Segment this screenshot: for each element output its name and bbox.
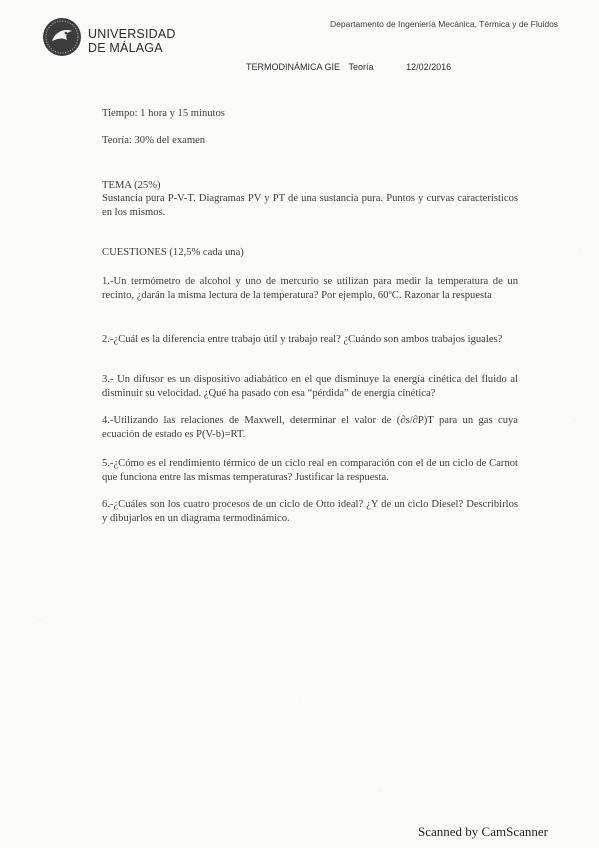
exam-section: Teoría: [348, 62, 374, 72]
tema-heading: TEMA (25%): [102, 180, 161, 191]
question-6: 6.-¿Cuáles son los cuatro procesos de un ciclo de Otto ideal? ¿Y de un ciclo Diesel? Describirlos y dibujarlos en un diagrama termodinámico.: [102, 499, 518, 524]
university-name-line1: UNIVERSIDAD: [88, 27, 176, 41]
course-name: TERMODINÁMICA GIE: [246, 62, 341, 72]
exam-duration: Tiempo: 1 hora y 15 minutos: [102, 108, 225, 119]
cuestiones-heading: CUESTIONES (12,5% cada una): [102, 247, 244, 258]
question-2: 2.-¿Cuál es la diferencia entre trabajo útil y trabajo real? ¿Cuándo son ambos trabajos iguales?: [102, 334, 503, 345]
university-seal-logo: [42, 17, 82, 57]
department-name: Departamento de Ingeniería Mecánica, Térmica y de Fluidos: [330, 19, 559, 29]
question-4: 4.-Utilizando las relaciones de Maxwell, determinar el valor de (∂s/∂P)T para un gas cuya ecuación de estado es P(V-b)=RT.: [102, 415, 518, 440]
exam-header: [246, 62, 451, 72]
university-name: [88, 27, 176, 55]
question-1: 1.-Un termómetro de alcohol y uno de mercurio se utilizan para medir la temperatura de un recinto, ¿darán la misma lectura de la temperatura? Por ejemplo, 60ºC. Razonar la respuesta: [102, 276, 518, 301]
question-5: 5.-¿Cómo es el rendimiento térmico de un ciclo real en comparación con el de un ciclo de Carnot que funciona entre las mismas temperaturas? Justificar la respuesta.: [102, 458, 518, 483]
university-name-line2: DE MÁLAGA: [88, 41, 163, 55]
exam-weight: Teoría: 30% del examen: [102, 135, 206, 146]
question-3: 3.- Un difusor es un dispositivo adiabático en el que disminuye la energía cinética del fluido al disminuir su velocidad. ¿Qué ha pasado con esa “pérdida” de energía cinética?: [102, 374, 518, 399]
tema-text: Sustancia pura P-V-T. Diagramas PV y PT de una sustancia pura. Puntos y curvas característicos en los mismos.: [102, 193, 518, 218]
scanner-watermark: Scanned by CamScanner: [418, 824, 548, 839]
exam-date: 12/02/2016: [406, 62, 452, 72]
